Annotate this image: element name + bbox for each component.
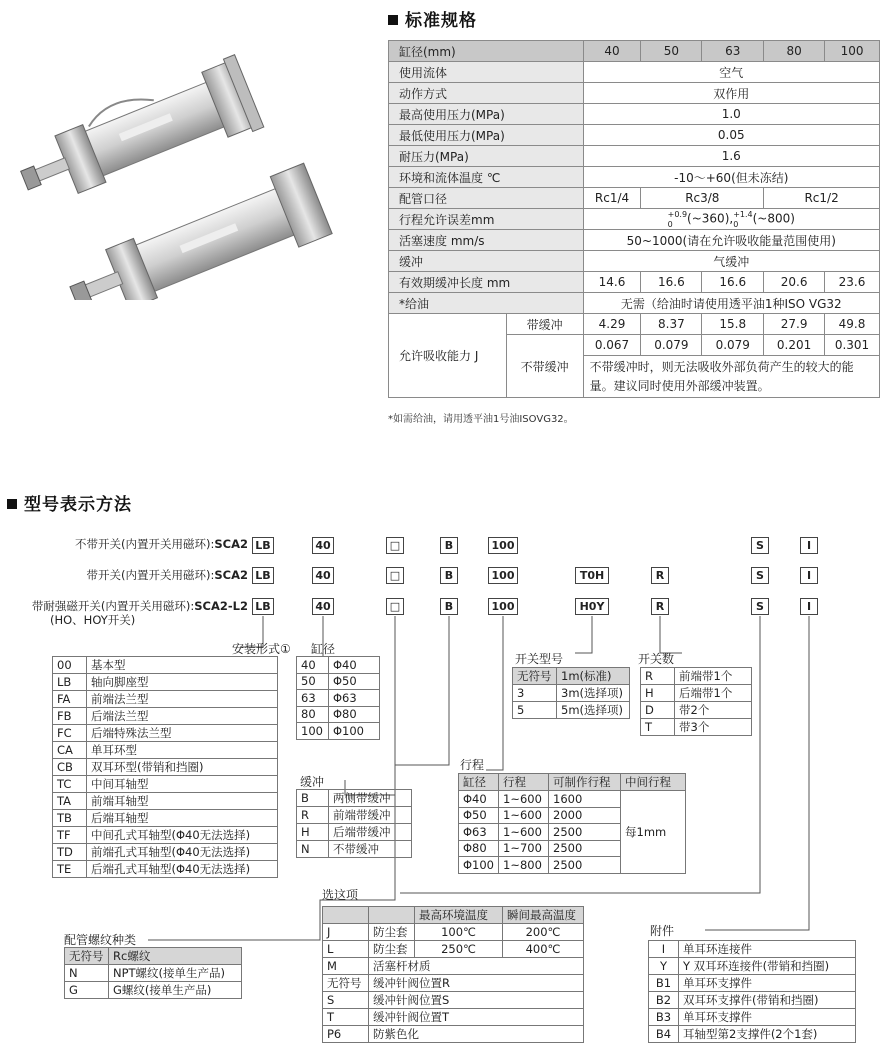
mount-type-cell: FC <box>53 725 87 742</box>
mount-type-row <box>53 742 278 759</box>
mount-type-row <box>53 691 278 708</box>
cushion-cell: N <box>297 841 329 858</box>
accessory-row <box>649 992 856 1009</box>
switch-count-row <box>641 719 752 736</box>
stroke-header-cell: 缸径 <box>459 774 499 791</box>
code-box-mount: LB <box>252 537 274 554</box>
cushion-row <box>297 807 412 824</box>
switch-count-cell: T <box>641 719 675 736</box>
spec-row-value: 0.05 <box>583 125 879 146</box>
switch-count-cell: R <box>641 668 675 685</box>
options-cell: 防尘套 <box>369 941 415 958</box>
spec-row-label: 有效期缓冲长度 mm <box>389 272 584 293</box>
stroke-cell: 1600 <box>549 791 621 808</box>
cushion-len-value: 14.6 <box>583 272 641 293</box>
stroke-tolerance-value <box>583 209 879 230</box>
spec-row-label: 最高使用压力(MPa) <box>389 104 584 125</box>
energy-without-value: 0.079 <box>641 335 702 356</box>
mount-type-cell: 前端耳轴型 <box>87 793 278 810</box>
options-cell: 200℃ <box>503 924 584 941</box>
energy-without-value: 0.067 <box>583 335 641 356</box>
cushion-cell: R <box>297 807 329 824</box>
mount-type-cell: 后端耳轴型 <box>87 810 278 827</box>
code-box-cushion: B <box>440 598 458 615</box>
switch-type-table <box>512 667 630 719</box>
cushion-cell: 两侧带缓冲 <box>329 790 412 807</box>
mount-type-cell: TB <box>53 810 87 827</box>
stroke-header-cell: 可制作行程 <box>549 774 621 791</box>
spec-header-label: 缸径(mm) <box>389 41 584 62</box>
thread-row <box>65 965 242 982</box>
switch-count-cell: H <box>641 685 675 702</box>
stroke-cell: Φ63 <box>459 824 499 841</box>
mount-type-row <box>53 827 278 844</box>
cushion-cell: B <box>297 790 329 807</box>
options-header-cell: 瞬间最高温度 <box>503 907 584 924</box>
cushion-len-value: 16.6 <box>641 272 702 293</box>
spec-row-label: 环境和流体温度 ℃ <box>389 167 584 188</box>
spec-row <box>389 62 880 83</box>
spec-row-label: 最低使用压力(MPa) <box>389 125 584 146</box>
energy-with-value: 8.37 <box>641 314 702 335</box>
spec-row-stroke-tolerance <box>389 209 880 230</box>
bore-cell: Φ80 <box>329 706 380 723</box>
thread-row <box>65 948 242 965</box>
switch-type-row <box>513 668 630 685</box>
model-row-sublabel: (HO、HOY开关) <box>50 613 136 627</box>
options-row <box>323 958 584 975</box>
code-box-switch-count: R <box>651 567 669 584</box>
spec-col: 80 <box>764 41 825 62</box>
model-row-label: 带开关(内置开关用磁环):SCA2 <box>86 568 248 582</box>
bore-cell: Φ40 <box>329 657 380 674</box>
bore-cell: 40 <box>297 657 329 674</box>
cushion-row <box>297 841 412 858</box>
code-box-accessory: I <box>800 598 818 615</box>
options-cell: 缓冲针阀位置T <box>369 1009 584 1026</box>
cushion-row <box>297 824 412 841</box>
mount-type-cell: CA <box>53 742 87 759</box>
mount-type-cell: LB <box>53 674 87 691</box>
cushion-cell: 后端带缓冲 <box>329 824 412 841</box>
bore-row <box>297 706 380 723</box>
stroke-cell: 1~600 <box>499 807 549 824</box>
cushion-cell: 前端带缓冲 <box>329 807 412 824</box>
accessory-cell: 单耳环支撑件 <box>679 1009 856 1026</box>
stroke-cell: 2000 <box>549 807 621 824</box>
accessory-cell: 单耳环连接件 <box>679 941 856 958</box>
spec-col: 40 <box>583 41 641 62</box>
stroke-cell: 1~600 <box>499 824 549 841</box>
accessory-row <box>649 1009 856 1026</box>
switch-type-cell: 无符号 <box>513 668 557 685</box>
options-code: L <box>323 941 369 958</box>
options-row <box>323 941 584 958</box>
spec-row <box>389 83 880 104</box>
code-box-switch-count: R <box>651 598 669 615</box>
switch-type-cell: 3m(选择项) <box>557 685 630 702</box>
switch-count-cell: 带2个 <box>675 702 752 719</box>
mount-type-cell: 中间耳轴型 <box>87 776 278 793</box>
thread-cell: G螺纹(接单生产品) <box>109 982 242 999</box>
accessory-table <box>648 940 856 1043</box>
options-row <box>323 924 584 941</box>
spec-row-value: 无需（给油时请使用透平油1种ISO VG32 <box>583 293 879 314</box>
bore-cell: 50 <box>297 673 329 690</box>
spec-row-label: 配管口径 <box>389 188 584 209</box>
spec-header-row <box>389 41 880 62</box>
switch-type-cell: 5m(选择项) <box>557 702 630 719</box>
mount-title: 安装形式① <box>232 642 291 656</box>
stroke-header-cell: 行程 <box>499 774 549 791</box>
energy-with-value: 27.9 <box>764 314 825 335</box>
code-box-mount: LB <box>252 598 274 615</box>
energy-with-label: 带缓冲 <box>506 314 583 335</box>
switch-count-cell: 前端带1个 <box>675 668 752 685</box>
code-box-accessory: I <box>800 537 818 554</box>
spec-footnote: *如需给油，请用透平油1号油ISOVG32。 <box>388 414 574 425</box>
mount-type-cell: 后端孔式耳轴型(Φ40无法选择) <box>87 861 278 878</box>
options-cell: 100℃ <box>415 924 503 941</box>
cushion-table <box>296 789 412 858</box>
switch-type-row <box>513 702 630 719</box>
options-title: 选这项 <box>322 888 359 902</box>
tol-a-sup: +0.9 <box>667 210 688 219</box>
options-header-row <box>323 907 584 924</box>
spec-row-label: 耐压力(MPa) <box>389 146 584 167</box>
thread-cell: Rc螺纹 <box>109 948 242 965</box>
stroke-table <box>458 773 686 874</box>
options-cell: 缓冲针阀位置R <box>369 975 584 992</box>
bore-row <box>297 690 380 707</box>
spec-row-value: 1.6 <box>583 146 879 167</box>
stroke-cell: 1~600 <box>499 791 549 808</box>
tol-b-rest: (~800) <box>752 211 795 226</box>
switch-count-row <box>641 685 752 702</box>
switch-type-title: 开关型号 <box>515 652 564 666</box>
bore-row <box>297 657 380 674</box>
accessory-cell: B1 <box>649 975 679 992</box>
switch-count-row <box>641 668 752 685</box>
spec-row-label: 活塞速度 mm/s <box>389 230 584 251</box>
energy-with-value: 49.8 <box>825 314 880 335</box>
code-box-stroke: 100 <box>488 537 518 554</box>
switch-count-cell: 带3个 <box>675 719 752 736</box>
mount-type-row <box>53 793 278 810</box>
bore-cell: Φ63 <box>329 690 380 707</box>
spec-row-value: 气缓冲 <box>583 251 879 272</box>
options-cell: 250℃ <box>415 941 503 958</box>
mount-type-cell: 00 <box>53 657 87 674</box>
spec-table <box>388 40 880 398</box>
bore-cell: 80 <box>297 706 329 723</box>
spec-row-label: 行程允许误差mm <box>389 209 584 230</box>
spec-row-value: 50~1000(请在允许吸收能量范围使用) <box>583 230 879 251</box>
mount-type-cell: 后端特殊法兰型 <box>87 725 278 742</box>
cylinder-product-image <box>15 50 340 300</box>
accessory-row <box>649 975 856 992</box>
options-row <box>323 992 584 1009</box>
code-box-accessory: I <box>800 567 818 584</box>
spec-row <box>389 251 880 272</box>
options-table <box>322 906 584 1043</box>
mount-type-row <box>53 708 278 725</box>
accessory-row <box>649 1026 856 1043</box>
code-box-bore: 40 <box>312 567 334 584</box>
cushion-title: 缓冲 <box>300 775 325 789</box>
accessory-cell: 单耳环支撑件 <box>679 975 856 992</box>
options-cell: 防尘套 <box>369 924 415 941</box>
model-section-title: 型号表示方法 <box>7 490 132 515</box>
tol-b-sub: 0 <box>733 220 739 229</box>
code-box-option: S <box>751 537 769 554</box>
mount-type-cell: TA <box>53 793 87 810</box>
model-row-label: 带耐强磁开关(内置开关用磁环):SCA2-L2 <box>31 599 248 613</box>
stroke-row <box>459 791 686 808</box>
energy-with-value: 4.29 <box>583 314 641 335</box>
spec-row-label: 动作方式 <box>389 83 584 104</box>
bore-table <box>296 656 380 740</box>
mount-type-cell: TC <box>53 776 87 793</box>
options-code: 无符号 <box>323 975 369 992</box>
cushion-row <box>297 790 412 807</box>
code-box-option: S <box>751 567 769 584</box>
spec-col: 100 <box>825 41 880 62</box>
switch-count-cell: 后端带1个 <box>675 685 752 702</box>
spec-row <box>389 293 880 314</box>
mount-type-cell: 前端孔式耳轴型(Φ40无法选择) <box>87 844 278 861</box>
spec-row-value: 1.0 <box>583 104 879 125</box>
accessory-row <box>649 941 856 958</box>
spec-row-label: 使用流体 <box>389 62 584 83</box>
tol-b-sup: +1.4 <box>733 210 753 219</box>
spec-row <box>389 125 880 146</box>
code-box-cushion: B <box>440 537 458 554</box>
thread-cell: G <box>65 982 109 999</box>
accessory-cell: B4 <box>649 1026 679 1043</box>
mount-type-cell: 基本型 <box>87 657 278 674</box>
mount-type-row <box>53 657 278 674</box>
bore-cell: Φ100 <box>329 723 380 740</box>
options-cell: 防紫色化 <box>369 1026 584 1043</box>
energy-without-value: 0.079 <box>702 335 764 356</box>
spec-row-cushion-length <box>389 272 880 293</box>
cushion-cell: H <box>297 824 329 841</box>
port-value: Rc1/2 <box>764 188 880 209</box>
mount-type-row <box>53 810 278 827</box>
stroke-title: 行程 <box>460 758 485 772</box>
thread-cell: 无符号 <box>65 948 109 965</box>
spec-row-value: 双作用 <box>583 83 879 104</box>
switch-type-cell: 1m(标准) <box>557 668 630 685</box>
spec-row <box>389 230 880 251</box>
code-box-mount: LB <box>252 567 274 584</box>
options-cell: 缓冲针阀位置S <box>369 992 584 1009</box>
mount-type-cell: 前端法兰型 <box>87 691 278 708</box>
energy-with-row <box>389 314 880 335</box>
stroke-cell: 2500 <box>549 857 621 874</box>
cushion-len-value: 20.6 <box>764 272 825 293</box>
bore-cell: Φ50 <box>329 673 380 690</box>
spec-row-port <box>389 188 880 209</box>
thread-title: 配管螺纹种类 <box>64 933 137 947</box>
switch-count-title: 开关数 <box>638 652 675 666</box>
switch-type-cell: 5 <box>513 702 557 719</box>
code-box-cushion: B <box>440 567 458 584</box>
spec-row-label: *给油 <box>389 293 584 314</box>
stroke-cell: 1~800 <box>499 857 549 874</box>
accessory-cell: 双耳环支撑件(带销和挡圈) <box>679 992 856 1009</box>
stroke-cell: 1~700 <box>499 840 549 857</box>
accessory-cell: B2 <box>649 992 679 1009</box>
thread-cell: N <box>65 965 109 982</box>
spec-row <box>389 104 880 125</box>
options-code: M <box>323 958 369 975</box>
accessory-cell: Y 双耳环连接件(带销和挡圈) <box>679 958 856 975</box>
bore-title: 缸径 <box>311 642 336 656</box>
stroke-mid-cell: 每1mm <box>621 791 686 874</box>
accessory-cell: 耳轴型第2支撑件(2个1套) <box>679 1026 856 1043</box>
options-cell: 活塞杆材质 <box>369 958 584 975</box>
mount-type-row <box>53 674 278 691</box>
stroke-cell: Φ40 <box>459 791 499 808</box>
mount-type-cell: 单耳环型 <box>87 742 278 759</box>
thread-table <box>64 947 242 999</box>
accessory-cell: B3 <box>649 1009 679 1026</box>
code-box-switch: H0Y <box>575 598 609 615</box>
mount-type-row <box>53 776 278 793</box>
mount-type-cell: 轴向脚座型 <box>87 674 278 691</box>
switch-count-cell: D <box>641 702 675 719</box>
switch-type-cell: 3 <box>513 685 557 702</box>
code-box-switch: T0H <box>575 567 609 584</box>
switch-count-table <box>640 667 752 736</box>
mount-type-cell: FA <box>53 691 87 708</box>
spec-row-value: -10～+60(但未冻结) <box>583 167 879 188</box>
thread-row <box>65 982 242 999</box>
spec-row-label: 缓冲 <box>389 251 584 272</box>
switch-count-row <box>641 702 752 719</box>
options-cell: 400℃ <box>503 941 584 958</box>
energy-label: 允许吸收能力 J <box>389 314 507 398</box>
tol-a-sub: 0 <box>667 220 673 229</box>
bore-cell: 100 <box>297 723 329 740</box>
code-box-option: S <box>751 598 769 615</box>
mount-type-cell: TE <box>53 861 87 878</box>
mount-type-cell: 中间孔式耳轴型(Φ40无法选择) <box>87 827 278 844</box>
options-header-cell <box>323 907 369 924</box>
code-box-stroke: 100 <box>488 567 518 584</box>
options-row <box>323 1026 584 1043</box>
mount-type-row <box>53 725 278 742</box>
mount-type-cell: 后端法兰型 <box>87 708 278 725</box>
accessory-title: 附件 <box>650 924 675 938</box>
code-box-thread: □ <box>386 567 404 584</box>
energy-without-value: 0.201 <box>764 335 825 356</box>
options-header-cell: 最高环境温度 <box>415 907 503 924</box>
accessory-cell: I <box>649 941 679 958</box>
options-code: P6 <box>323 1026 369 1043</box>
bore-cell: 63 <box>297 690 329 707</box>
mount-table <box>52 656 278 878</box>
spec-row <box>389 167 880 188</box>
spec-row <box>389 146 880 167</box>
code-box-thread: □ <box>386 537 404 554</box>
tol-a-rest: (~360), <box>687 211 734 226</box>
spec-section-title: 标准规格 <box>388 6 477 31</box>
energy-without-value: 0.301 <box>825 335 880 356</box>
mount-type-cell: FB <box>53 708 87 725</box>
accessory-cell: Y <box>649 958 679 975</box>
stroke-header-cell: 中间行程 <box>621 774 686 791</box>
stroke-cell: 2500 <box>549 824 621 841</box>
bore-row <box>297 723 380 740</box>
switch-type-row <box>513 685 630 702</box>
options-row <box>323 975 584 992</box>
energy-with-value: 15.8 <box>702 314 764 335</box>
energy-note: 不带缓冲时，则无法吸收外部负荷产生的较大的能量。建议同时使用外部缓冲装置。 <box>583 356 879 398</box>
mount-type-row <box>53 759 278 776</box>
energy-without-label: 不带缓冲 <box>506 335 583 398</box>
code-box-stroke: 100 <box>488 598 518 615</box>
options-code: T <box>323 1009 369 1026</box>
stroke-header-row <box>459 774 686 791</box>
options-header-cell <box>369 907 415 924</box>
code-box-bore: 40 <box>312 537 334 554</box>
code-box-bore: 40 <box>312 598 334 615</box>
code-box-thread: □ <box>386 598 404 615</box>
mount-type-cell: 双耳环型(带销和挡圈) <box>87 759 278 776</box>
model-row-label: 不带开关(内置开关用磁环):SCA2 <box>75 537 248 551</box>
mount-type-row <box>53 844 278 861</box>
stroke-cell: Φ100 <box>459 857 499 874</box>
mount-type-cell: TF <box>53 827 87 844</box>
options-code: J <box>323 924 369 941</box>
bore-row <box>297 673 380 690</box>
port-value: Rc3/8 <box>641 188 764 209</box>
stroke-cell: Φ80 <box>459 840 499 857</box>
thread-cell: NPT螺纹(接单生产品) <box>109 965 242 982</box>
stroke-cell: Φ50 <box>459 807 499 824</box>
stroke-cell: 2500 <box>549 840 621 857</box>
cushion-cell: 不带缓冲 <box>329 841 412 858</box>
spec-col: 50 <box>641 41 702 62</box>
mount-type-row <box>53 861 278 878</box>
spec-col: 63 <box>702 41 764 62</box>
cushion-len-value: 23.6 <box>825 272 880 293</box>
accessory-row <box>649 958 856 975</box>
mount-type-cell: CB <box>53 759 87 776</box>
mount-type-cell: TD <box>53 844 87 861</box>
cushion-len-value: 16.6 <box>702 272 764 293</box>
spec-row-value: 空气 <box>583 62 879 83</box>
options-code: S <box>323 992 369 1009</box>
options-row <box>323 1009 584 1026</box>
port-value: Rc1/4 <box>583 188 641 209</box>
